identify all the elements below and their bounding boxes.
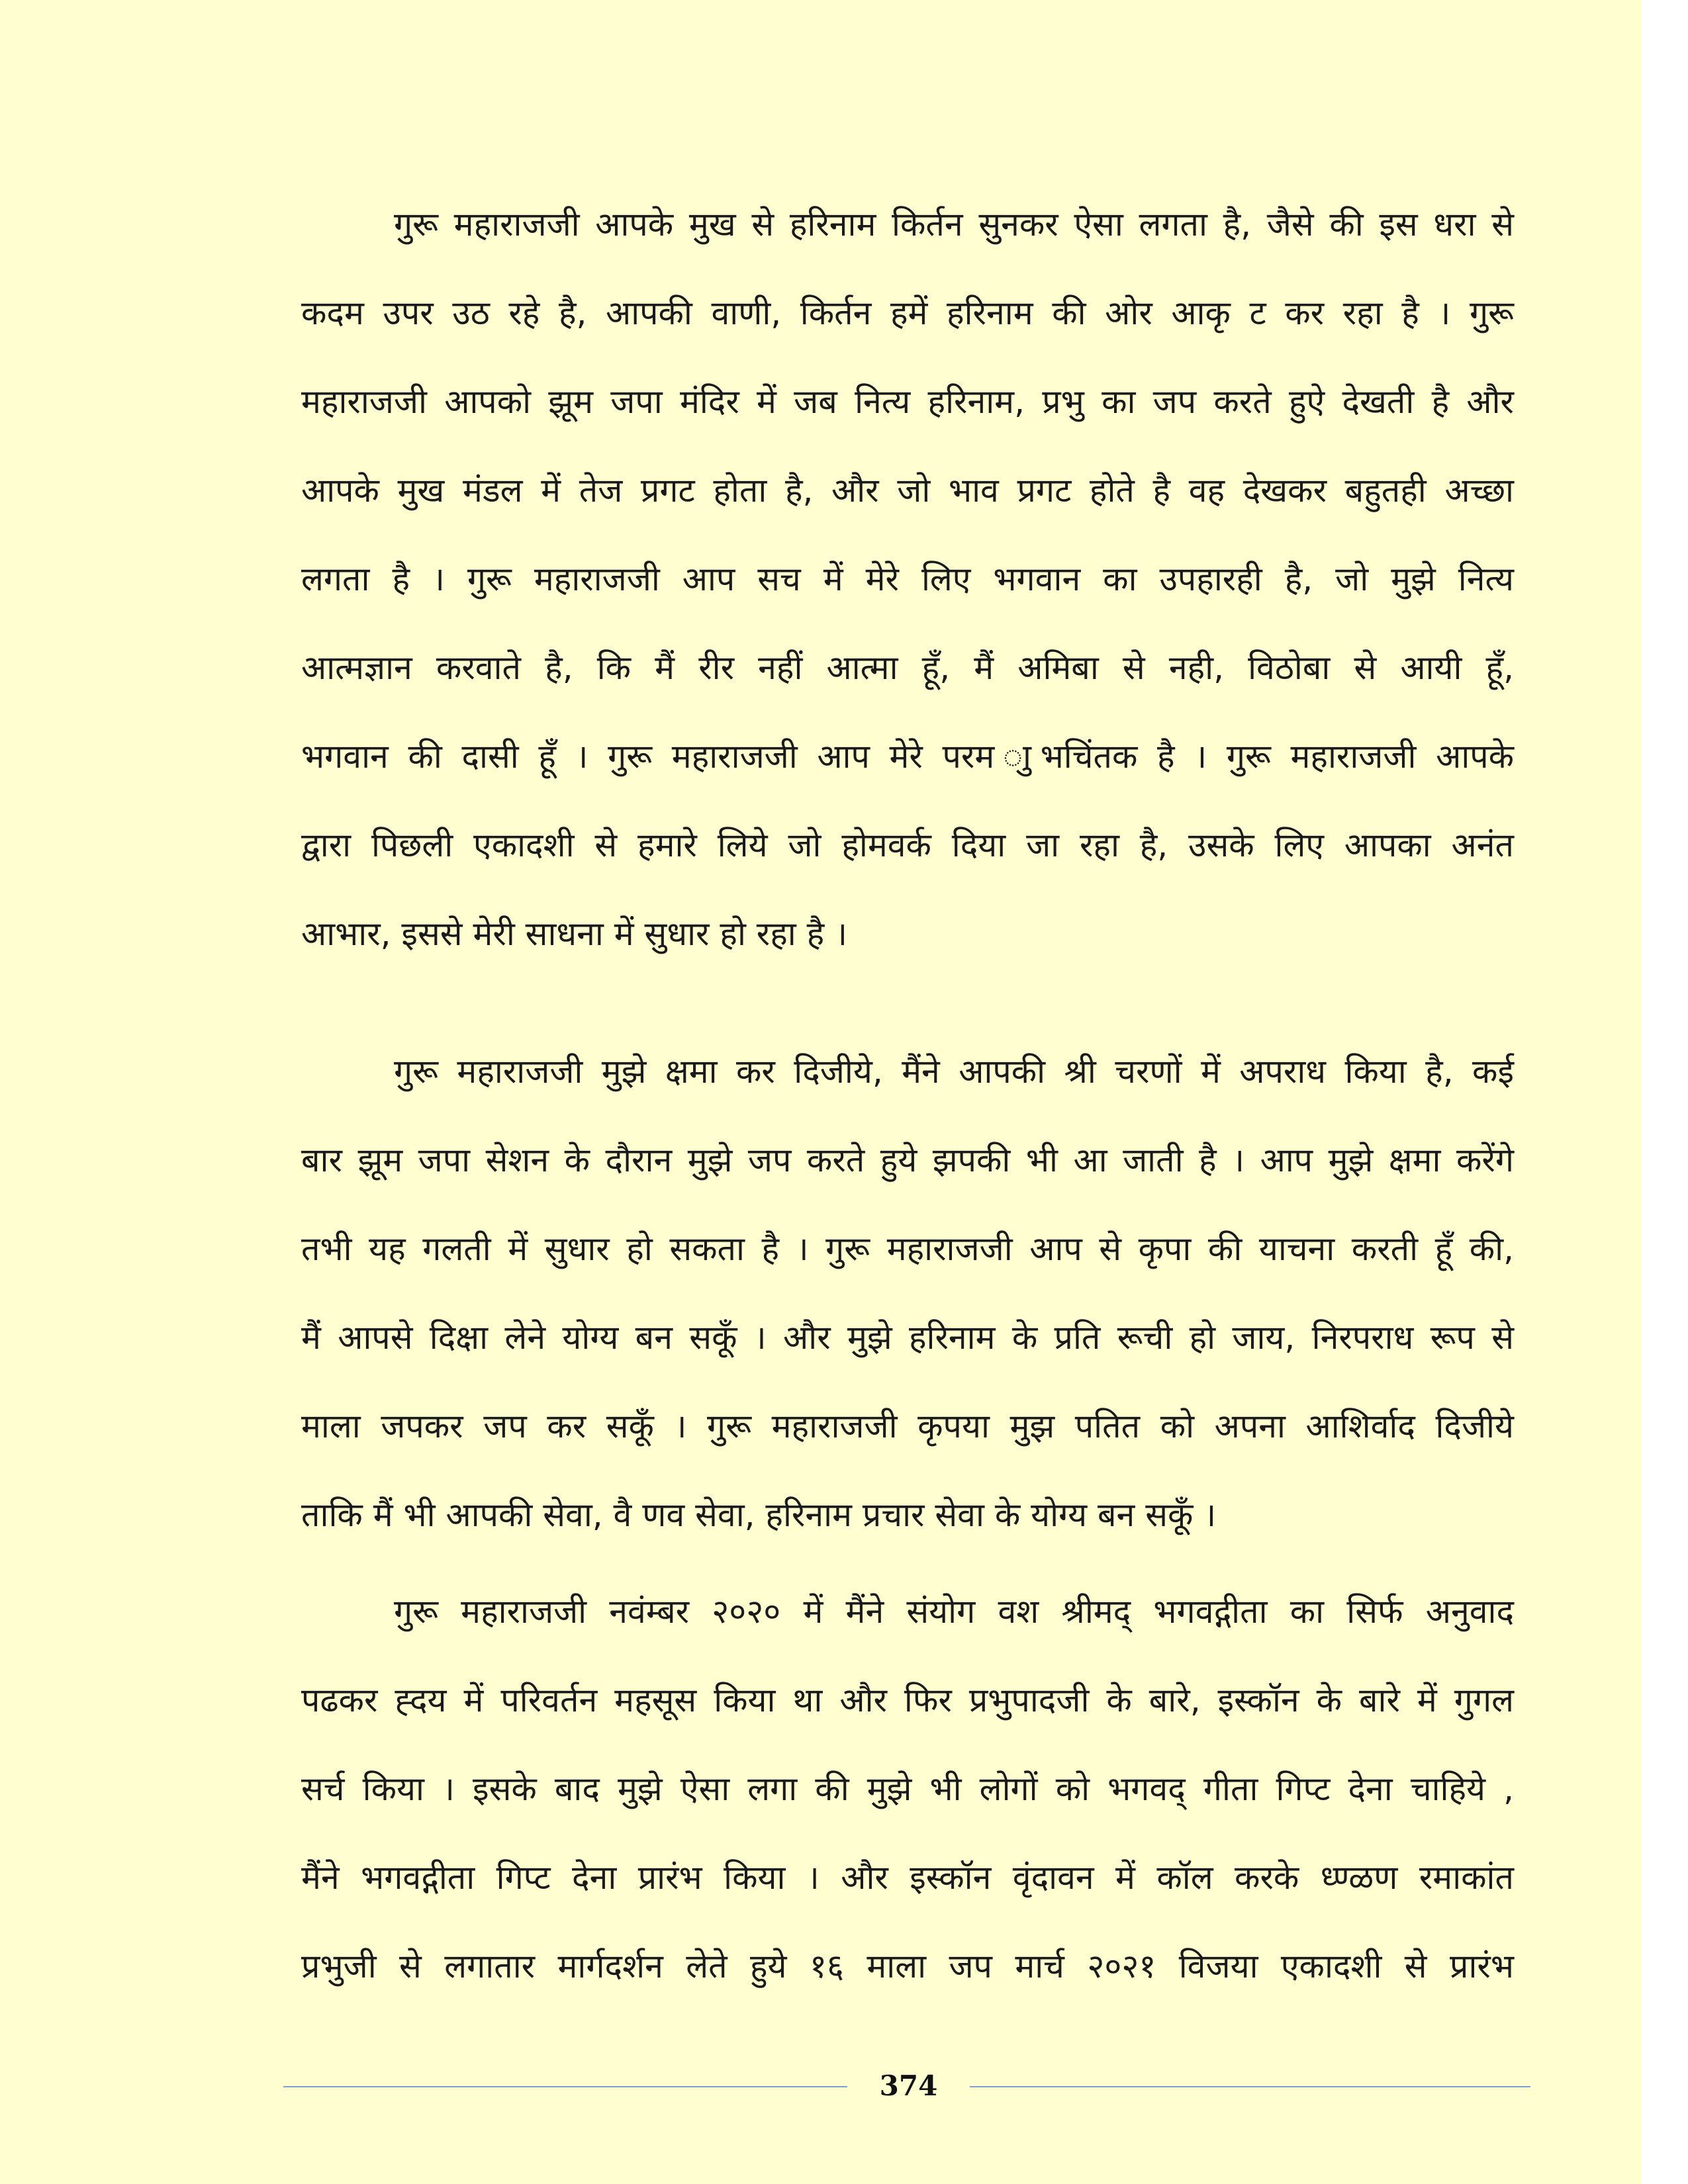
paragraph-line: प्रभुजी से लगातार मार्गदर्शन लेते हुये १६ माला जप मार्च २०२१ विजया एकादशी से प्रारंभ — [301, 1947, 1514, 1985]
paragraph-line: सर्च किया । इसके बाद मुझे ऐसा लगा की मुझे भी लोगों को भगवद् गीता गिप्ट देना चाहिये , — [301, 1770, 1514, 1808]
paragraph-line: गुरू महाराजजी मुझे क्षमा कर दिजीये, मैंने आपकी श्री चरणों में अपराध किया है, कई — [394, 1052, 1514, 1091]
paragraph-2 — [301, 1027, 1514, 1559]
paragraph-line: माला जपकर जप कर सकूँ । गुरू महाराजजी कृपया मुझ पतित को अपना आशिर्वाद दिजीये — [301, 1407, 1514, 1445]
paragraph-line: गुरू महाराजजी आपके मुख से हरिनाम किर्तन सुनकर ऐसा लगता है, जैसे की इस धरा से — [394, 205, 1514, 244]
paragraph-line: पढकर ह्दय में परिवर्तन महसूस किया था और फिर प्रभुपादजी के बारे, इस्कॉन के बारे में गुगल — [301, 1681, 1514, 1719]
paragraph-line: आत्मज्ञान करवाते है, कि मैं रीर नहीं आत्मा हूँ, मैं अमिबा से नही, विठोबा से आयी हूँ, — [301, 649, 1514, 687]
paragraph-line: मैं आपसे दिक्षा लेने योग्य बन सकूँ । और मुझे हरिनाम के प्रति रूची हो जाय, निरपराध रूप से — [301, 1318, 1514, 1357]
footer-divider-right — [970, 2086, 1530, 2087]
paragraph-3 — [301, 1567, 1514, 2011]
paragraph-line: आभार, इससे मेरी साधना में सुधार हो रहा है । — [301, 915, 848, 953]
paragraph-line: गुरू महाराजजी नवंम्बर २०२० में मैंने संयोग वश श्रीमद् भगवद्गीता का सिर्फ अनुवाद — [394, 1592, 1514, 1631]
footer-divider-left — [283, 2086, 847, 2087]
paragraph-line: ताकि मैं भी आपकी सेवा, वै णव सेवा, हरिनाम प्रचार सेवा के योग्य बन सकूँ । — [301, 1496, 1217, 1534]
paragraph-line: आपके मुख मंडल में तेज प्रगट होता है, और जो भाव प्रगट होते है वह देखकर बहुतही अच्छा — [301, 471, 1514, 510]
paragraph-line: कदम उपर उठ रहे है, आपकी वाणी, किर्तन हमें हरिनाम की ओर आकृ ट कर रहा है । गुरू — [301, 294, 1514, 332]
paragraph-line: मैंने भगवद्गीता गिप्ट देना प्रारंभ किया । और इस्कॉन वृंदावन में कॉल करके ध्ण्ळण रमाकांत — [301, 1858, 1514, 1897]
paragraph-line: तभी यह गलती में सुधार हो सकता है । गुरू महाराजजी आप से कृपा की याचना करती हूँ की, — [301, 1230, 1514, 1268]
paragraph-line: महाराजजी आपको झूम जपा मंदिर में जब नित्य हरिनाम, प्रभु का जप करते हुऐ देखती है और — [301, 383, 1514, 421]
paragraph-line: द्वारा पिछली एकादशी से हमारे लिये जो होमवर्क दिया जा रहा है, उसके लिए आपका अनंत — [301, 826, 1514, 864]
paragraph-line: भगवान की दासी हूँ । गुरू महाराजजी आप मेरे परम ाुभचिंतक है । गुरू महाराजजी आपके — [301, 737, 1514, 776]
page-number: 374 — [879, 2070, 938, 2102]
paragraph-line: बार झूम जपा सेशन के दौरान मुझे जप करते हुये झपकी भी आ जाती है । आप मुझे क्षमा करेंगे — [301, 1141, 1514, 1179]
paragraph-line: लगता है । गुरू महाराजजी आप सच में मेरे लिए भगवान का उपहारही है, जो मुझे नित्य — [301, 560, 1514, 598]
paragraph-1 — [301, 180, 1514, 978]
